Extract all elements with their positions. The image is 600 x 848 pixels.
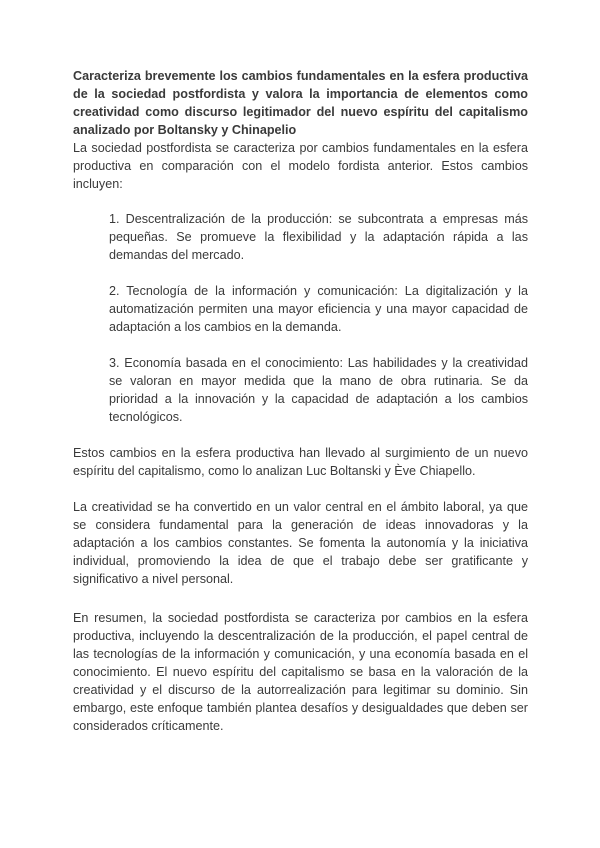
- creativity-paragraph: La creatividad se ha convertido en un valor central en el ámbito laboral, ya que se considera fundamental para la generación de ideas innovadoras y la adaptación a los cambios constantes. Se fomenta la autonomía y la iniciativa individual, promoviendo la idea de que el trabajo debe ser gratificante y significativo a nivel personal.: [73, 500, 528, 586]
- summary-paragraph: En resumen, la sociedad postfordista se caracteriza por cambios en la esfera productiva, incluyendo la descentralización de la producción, el papel central de las tecnologías de la información y comunicación, y una economía basada en el conocimiento. El nuevo espíritu del capitalismo se basa en la valoración de la creatividad y el discurso de la autorrealización para legitimar su dominio. Sin embargo, este enfoque también plantea desafíos y desigualdades que deben ser considerados críticamente.: [73, 611, 528, 733]
- list-item: 3. Economía basada en el conocimiento: Las habilidades y la creatividad se valoran en mayor medida que la mano de obra rutinaria. Se da prioridad a la innovación y la capacidad de adaptación a los cambios tecnológicos.: [109, 356, 528, 424]
- document-page: [73, 67, 528, 753]
- spirit-paragraph: Estos cambios en la esfera productiva han llevado al surgimiento de un nuevo espíritu del capitalismo, como lo analizan Luc Boltanski y Ève Chiapello.: [73, 446, 528, 478]
- question-title: Caracteriza brevemente los cambios fundamentales en la esfera productiva de la sociedad postfordista y valora la importancia de elementos como creatividad como discurso legitimador del nuevo espíritu del capitalismo analizado por Boltansky y Chinapelio: [73, 69, 528, 137]
- changes-list: [73, 210, 528, 426]
- list-item: 1. Descentralización de la producción: se subcontrata a empresas más pequeñas. Se promueve la flexibilidad y la adaptación rápida a las demandas del mercado.: [109, 212, 528, 262]
- list-item: 2. Tecnología de la información y comunicación: La digitalización y la automatización permiten una mayor eficiencia y una mayor capacidad de adaptación a los cambios en la demanda.: [109, 284, 528, 334]
- intro-paragraph: La sociedad postfordista se caracteriza por cambios fundamentales en la esfera productiva en comparación con el modelo fordista anterior. Estos cambios incluyen:: [73, 141, 528, 191]
